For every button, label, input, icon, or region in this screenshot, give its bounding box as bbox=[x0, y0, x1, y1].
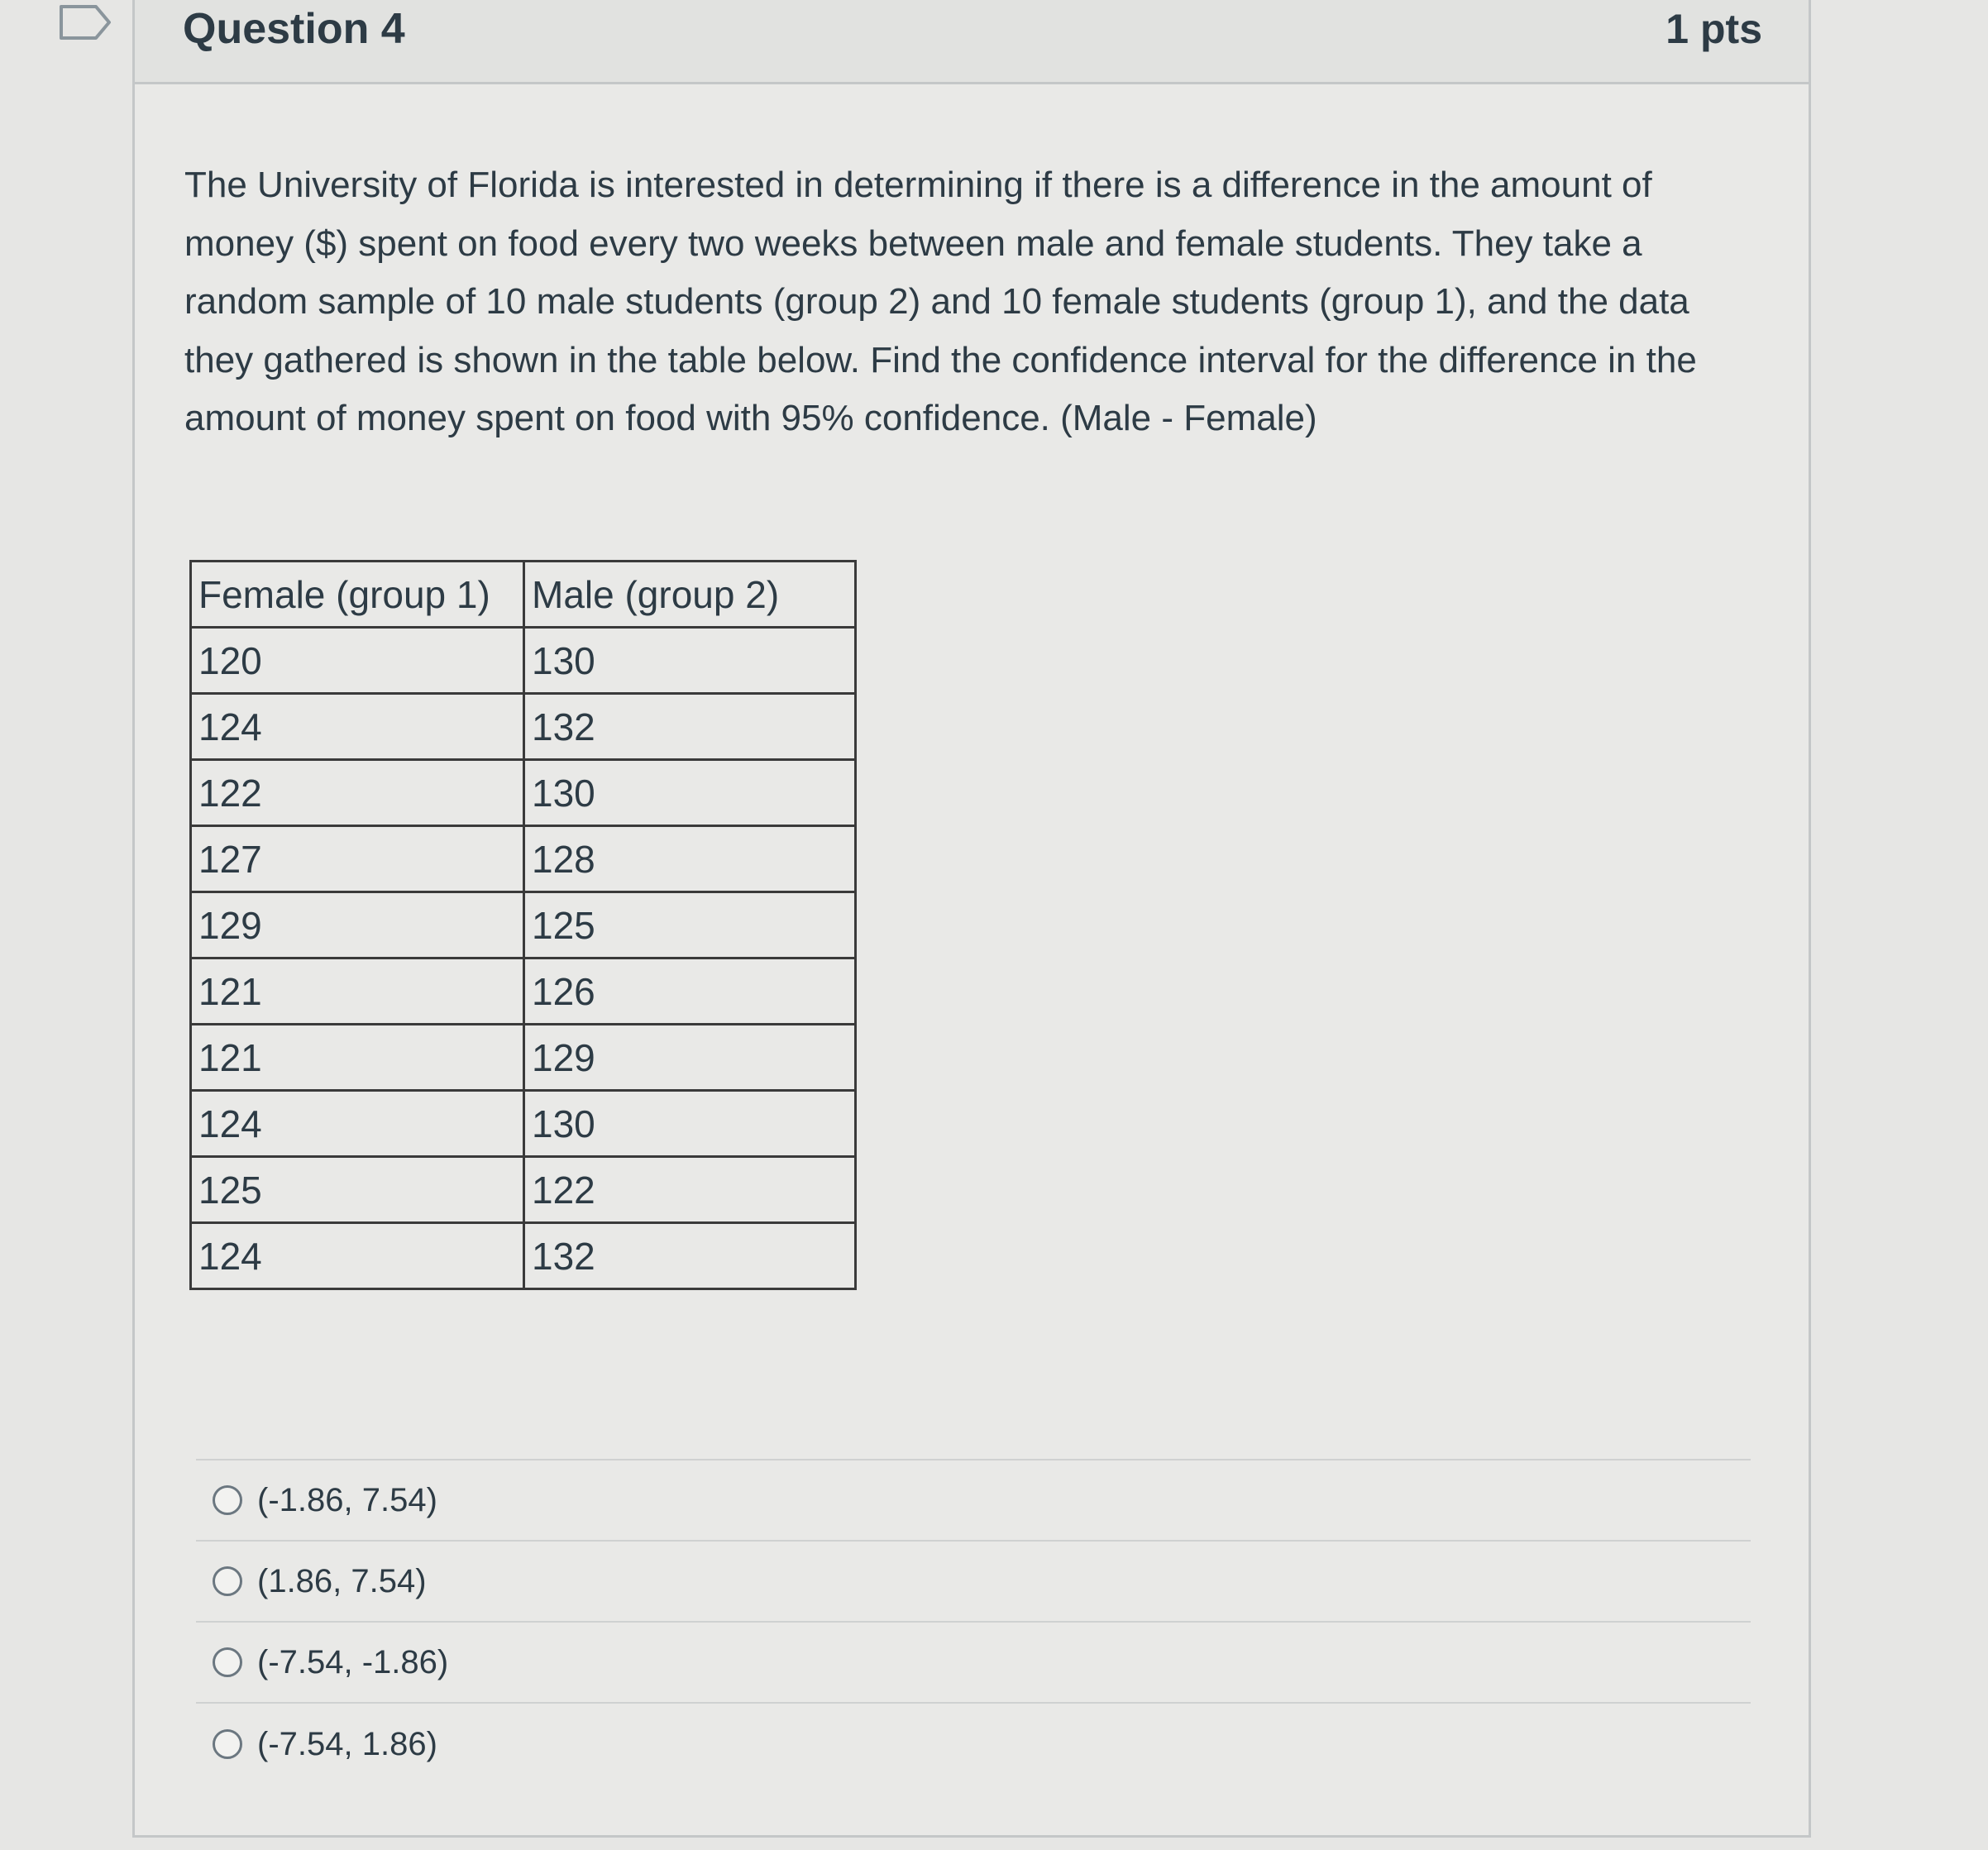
female-cell: 129 bbox=[191, 892, 524, 958]
female-cell: 127 bbox=[191, 826, 524, 892]
answer-option-2[interactable] bbox=[196, 1542, 1751, 1623]
male-cell: 122 bbox=[524, 1157, 856, 1223]
female-cell: 125 bbox=[191, 1157, 524, 1223]
column-header-female: Female (group 1) bbox=[191, 562, 524, 628]
female-cell: 120 bbox=[191, 628, 524, 694]
table-row bbox=[191, 694, 856, 760]
male-cell: 132 bbox=[524, 694, 856, 760]
male-cell: 128 bbox=[524, 826, 856, 892]
table-row bbox=[191, 760, 856, 826]
female-cell: 122 bbox=[191, 760, 524, 826]
table-row bbox=[191, 628, 856, 694]
radio-button[interactable] bbox=[213, 1485, 242, 1515]
data-table bbox=[189, 560, 857, 1290]
female-cell: 124 bbox=[191, 1091, 524, 1157]
answer-option-4[interactable] bbox=[196, 1704, 1751, 1785]
table-row bbox=[191, 1223, 856, 1289]
question-card bbox=[132, 0, 1811, 1838]
female-cell: 124 bbox=[191, 1223, 524, 1289]
radio-button[interactable] bbox=[213, 1566, 242, 1596]
male-cell: 130 bbox=[524, 628, 856, 694]
male-cell: 132 bbox=[524, 1223, 856, 1289]
female-cell: 124 bbox=[191, 694, 524, 760]
male-cell: 125 bbox=[524, 892, 856, 958]
table-row bbox=[191, 958, 856, 1025]
table-row bbox=[191, 1157, 856, 1223]
female-cell: 121 bbox=[191, 1025, 524, 1091]
flag-question-icon[interactable] bbox=[58, 3, 114, 41]
radio-button[interactable] bbox=[213, 1647, 242, 1677]
table-row bbox=[191, 892, 856, 958]
question-header bbox=[135, 0, 1809, 84]
radio-button[interactable] bbox=[213, 1729, 242, 1759]
table-row bbox=[191, 826, 856, 892]
answer-label[interactable]: (-7.54, -1.86) bbox=[257, 1643, 449, 1680]
male-cell: 130 bbox=[524, 760, 856, 826]
column-header-male: Male (group 2) bbox=[524, 562, 856, 628]
table-row bbox=[191, 1025, 856, 1091]
male-cell: 130 bbox=[524, 1091, 856, 1157]
table-row bbox=[191, 1091, 856, 1157]
female-cell: 121 bbox=[191, 958, 524, 1025]
answer-label[interactable]: (1.86, 7.54) bbox=[257, 1562, 427, 1599]
question-title: Question 4 bbox=[183, 5, 405, 53]
answer-label[interactable]: (-1.86, 7.54) bbox=[257, 1481, 437, 1518]
question-points: 1 pts bbox=[1665, 6, 1762, 52]
table-header-row bbox=[191, 562, 856, 628]
answer-list bbox=[196, 1459, 1751, 1785]
answer-label[interactable]: (-7.54, 1.86) bbox=[257, 1725, 437, 1762]
question-text: The University of Florida is interested in determining if there is a difference in the amount of money ($) spent on food every two weeks between male and female students. They take a random sample of 10 male students (group 2) and 10 female students (group 1), and the data they gathered is shown in the table below. Find the confidence interval for the difference in the amount of money spent on food with 95% confidence. (Male - Female) bbox=[184, 165, 1697, 438]
answer-option-1[interactable] bbox=[196, 1460, 1751, 1542]
male-cell: 129 bbox=[524, 1025, 856, 1091]
answer-option-3[interactable] bbox=[196, 1623, 1751, 1704]
male-cell: 126 bbox=[524, 958, 856, 1025]
